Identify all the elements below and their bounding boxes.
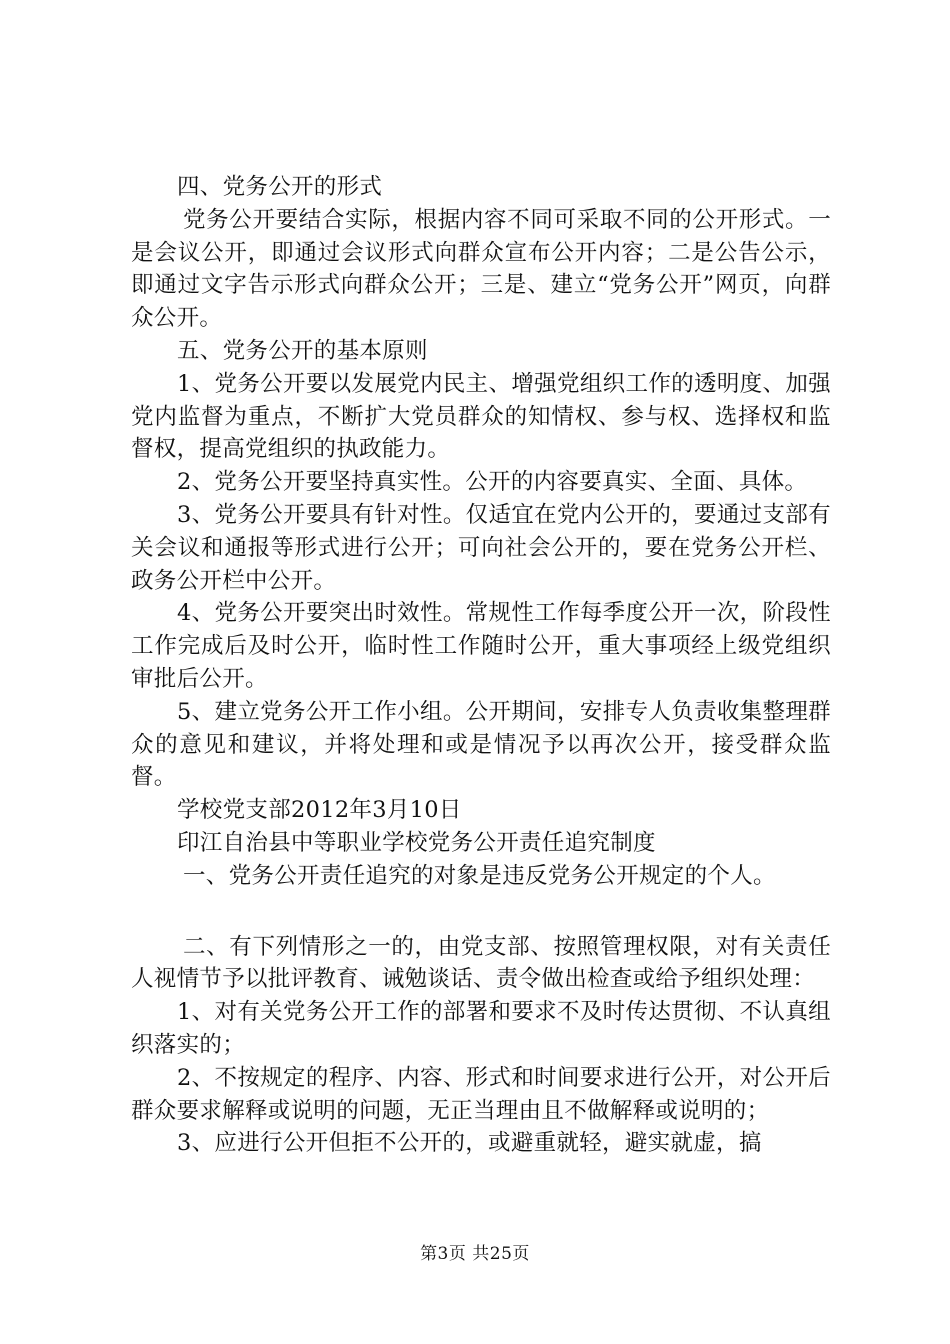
list-item: 2、党务公开要坚持真实性。公开的内容要真实、全面、具体。 (177, 469, 808, 496)
paragraph: 二、有下列情形之一的，由党支部、按照管理权限，对有关责任人视情节予以批评教育、诫勉谈话、责令做出检查或给予组织处理： (131, 933, 831, 993)
document-body (131, 171, 831, 1160)
list-item: 3、应进行公开但拒不公开的，或避重就轻，避实就虚，搞 (177, 1130, 762, 1157)
signature-date: 学校党支部2012年3月10日 (177, 797, 462, 824)
list-item: 5、建立党务公开工作小组。公开期间，安排专人负责收集整理群众的意见和建议，并将处理和或是情况予以再次公开，接受群众监督。 (131, 698, 831, 791)
paragraph: 党务公开要结合实际，根据内容不同可采取不同的公开形式。一是会议公开，即通过会议形式向群众宣布公开内容；二是公告公示，即通过文字告示形式向群众公开；三是、建立“党务公开”网页，向群众公开。 (131, 206, 831, 332)
list-item: 1、对有关党务公开工作的部署和要求不及时传达贯彻、不认真组织落实的； (131, 999, 831, 1058)
page-number: 第3页 共25页 (420, 1244, 530, 1264)
list-item: 2、不按规定的程序、内容、形式和时间要求进行公开，对公开后群众要求解释或说明的问题，无正当理由且不做解释或说明的； (131, 1064, 831, 1124)
paragraph: 一、党务公开责任追究的对象是违反党务公开规定的个人。 (183, 862, 776, 889)
document-title: 印江自治县中等职业学校党务公开责任追究制度 (177, 829, 656, 856)
blank-line (131, 893, 831, 931)
list-item: 1、党务公开要以发展党内民主、增强党组织工作的透明度、加强党内监督为重点，不断扩大党员群众的知情权、参与权、选择权和监督权，提高党组织的执政能力。 (131, 370, 831, 463)
section-heading: 五、党务公开的基本原则 (177, 337, 428, 364)
list-item: 4、党务公开要突出时效性。常规性工作每季度公开一次，阶段性工作完成后及时公开，临时性工作随时公开，重大事项经上级党组织审批后公开。 (131, 600, 831, 692)
list-item: 3、党务公开要具有针对性。仅适宜在党内公开的，要通过支部有关会议和通报等形式进行公开；可向社会公开的，要在党务公开栏、政务公开栏中公开。 (131, 501, 831, 594)
section-heading: 四、党务公开的形式 (177, 174, 383, 200)
